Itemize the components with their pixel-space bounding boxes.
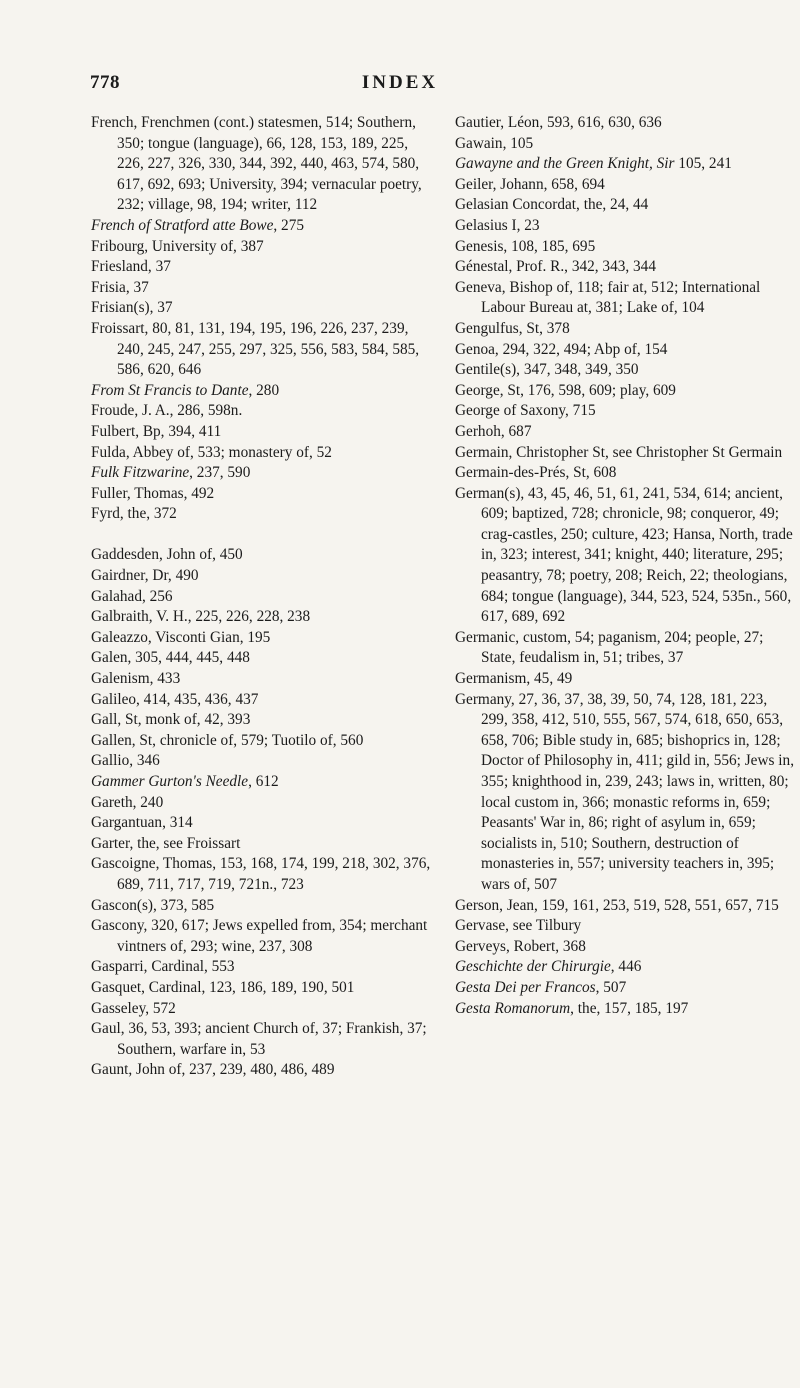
index-entry xyxy=(91,751,431,772)
index-entry xyxy=(91,381,431,402)
entry-text: Geiler, Johann, 658, 694 xyxy=(455,175,605,193)
entry-text: Gaunt, John of, 237, 239, 480, 486, 489 xyxy=(91,1061,335,1079)
index-entry xyxy=(455,916,795,937)
entry-text: Gerhoh, 687 xyxy=(455,422,532,440)
index-entry xyxy=(455,422,795,443)
entry-text: Fyrd, the, 372 xyxy=(91,505,177,523)
entry-text: , 507 xyxy=(595,978,627,996)
index-entry xyxy=(91,607,431,628)
entry-title: Gawayne and the Green Knight, Sir xyxy=(455,155,675,173)
entry-text: Gerveys, Robert, 368 xyxy=(455,937,586,955)
entry-text: Gascoigne, Thomas, 153, 168, 174, 199, 218, 302, 376, 689, 711, 717, 719, 721n., 723 xyxy=(91,855,431,893)
entry-text: Frisia, 37 xyxy=(91,278,149,296)
entry-title: Geschichte der Chirurgie xyxy=(455,958,611,976)
index-entry xyxy=(455,195,795,216)
index-entry xyxy=(455,937,795,958)
entry-text: Frisian(s), 37 xyxy=(91,299,173,317)
index-entry xyxy=(455,113,795,134)
entry-text: Gallio, 346 xyxy=(91,752,160,770)
index-entry xyxy=(455,360,795,381)
index-entry xyxy=(455,278,795,319)
index-entry xyxy=(455,216,795,237)
index-entry xyxy=(91,504,431,525)
entry-text: Genesis, 108, 185, 695 xyxy=(455,237,596,255)
index-entry xyxy=(455,175,795,196)
entry-text: Gareth, 240 xyxy=(91,793,164,811)
index-entry xyxy=(91,669,431,690)
index-entry xyxy=(91,978,431,999)
index-entry xyxy=(91,690,431,711)
index-entry xyxy=(91,854,431,895)
entry-text: Gerson, Jean, 159, 161, 253, 519, 528, 551, 657, 715 xyxy=(455,896,779,914)
entry-text: Germanism, 45, 49 xyxy=(455,670,573,688)
index-entry xyxy=(91,813,431,834)
entry-text: Galileo, 414, 435, 436, 437 xyxy=(91,690,259,708)
running-title: INDEX xyxy=(361,72,439,93)
index-entry xyxy=(91,648,431,669)
entry-text: Germanic, custom, 54; paganism, 204; people, 27; State, feudalism in, 51; tribes, 37 xyxy=(455,628,764,667)
entry-text: Gasparri, Cardinal, 553 xyxy=(91,958,235,976)
index-entry xyxy=(455,401,795,422)
entry-title: Gesta Dei per Francos xyxy=(455,978,596,996)
page-number: 778 xyxy=(90,72,120,93)
index-entry xyxy=(91,566,431,587)
index-entry xyxy=(91,772,431,793)
index-entry xyxy=(91,443,431,464)
entry-text: Gautier, Léon, 593, 616, 630, 636 xyxy=(455,114,662,131)
index-entry xyxy=(455,381,795,402)
page-header xyxy=(90,72,710,102)
entry-text: Froissart, 80, 81, 131, 194, 195, 196, 226, 237, 239, 240, 245, 247, 255, 297, 325, 556, 583, 584, 585, 586, 620, 646 xyxy=(91,319,420,379)
index-entry xyxy=(91,896,431,917)
entry-text: Gengulfus, St, 378 xyxy=(455,319,570,337)
entry-text: Froude, J. A., 286, 598n. xyxy=(91,402,243,420)
index-entry xyxy=(455,134,795,155)
index-entry xyxy=(91,422,431,443)
entry-title: Gammer Gurton's Needle xyxy=(91,773,249,790)
entry-text: Fulda, Abbey of, 533; monastery of, 52 xyxy=(91,443,332,461)
entry-text: Gentile(s), 347, 348, 349, 350 xyxy=(455,361,639,379)
entry-text: Garter, the, see Froissart xyxy=(91,834,241,852)
index-entry xyxy=(455,999,795,1020)
index-entry xyxy=(91,545,431,566)
index-entry xyxy=(91,793,431,814)
index-entry xyxy=(91,298,431,319)
index-entry xyxy=(455,463,795,484)
entry-text: , 280 xyxy=(248,381,280,399)
entry-text: Génestal, Prof. R., 342, 343, 344 xyxy=(455,258,656,276)
index-entry xyxy=(91,1019,431,1060)
index-entry xyxy=(455,340,795,361)
entry-text: , 446 xyxy=(610,958,642,976)
entry-text: , 275 xyxy=(273,216,304,234)
entry-text: Germany, 27, 36, 37, 38, 39, 50, 74, 128, 181, 223, 299, 358, 412, 510, 555, 567, 574, 618, 650, 653, 658, 706; Bible study in, 685; bishoprics in, 128; Doctor of Philosophy in, 411; gild in, 556; Jews in, 355; knighthood in, 239, 243; laws in, written, 80; local custom in, 366; monastic reforms in, 659; Peasants' War in, 86; right of asylum in, 659; socialists in, 510; Southern, destruction of monasteries in, 557; university teachers in, 395; wars of, 507 xyxy=(455,690,795,893)
index-entry xyxy=(91,628,431,649)
index-entry xyxy=(91,278,431,299)
index-column-right xyxy=(455,113,795,1019)
index-entry xyxy=(455,896,795,917)
index-entry xyxy=(455,957,795,978)
entry-text: Gasquet, Cardinal, 123, 186, 189, 190, 501 xyxy=(91,978,355,996)
entry-text: , 612 xyxy=(248,773,279,790)
index-entry xyxy=(91,113,431,216)
entry-text: Fulbert, Bp, 394, 411 xyxy=(91,422,222,440)
index-entry xyxy=(455,669,795,690)
entry-text: Gargantuan, 314 xyxy=(91,814,193,832)
index-entry xyxy=(91,999,431,1020)
entry-text: Galen, 305, 444, 445, 448 xyxy=(91,649,250,667)
entry-text: Geneva, Bishop of, 118; fair at, 512; International Labour Bureau at, 381; Lake of, 104 xyxy=(455,278,761,317)
entry-text: Genoa, 294, 322, 494; Abp of, 154 xyxy=(455,340,668,358)
entry-text: Fuller, Thomas, 492 xyxy=(91,484,215,502)
entry-text: Gasseley, 572 xyxy=(91,999,176,1017)
entry-text: George of Saxony, 715 xyxy=(455,402,596,420)
entry-title: Fulk Fitzwarine xyxy=(91,464,190,482)
entry-text: French, Frenchmen (cont.) statesmen, 514; Southern, 350; tongue (language), 66, 128, 153, 189, 225, 226, 227, 326, 330, 344, 392, 440, 463, 574, 580, 617, 692, 693; University, 394; vernacular poetry, 232; village, 98, 194; writer, 112 xyxy=(91,114,422,214)
entry-text: Gelasius I, 23 xyxy=(455,216,540,234)
index-entry xyxy=(91,834,431,855)
entry-text: Galahad, 256 xyxy=(91,587,173,605)
entry-title: From St Francis to Dante xyxy=(91,381,249,399)
entry-text: Gawain, 105 xyxy=(455,134,534,152)
index-entry xyxy=(91,257,431,278)
entry-text: German(s), 43, 45, 46, 51, 61, 241, 534, 614; ancient, 609; baptized, 728; chronicle, 98; conqueror, 49; crag-castles, 250; culture, 423; Hansa, North, trade in, 323; interest, 341; knight, 440; literature, 295; peasantry, 78; poetry, 208; Reich, 22; theologians, 684; tongue (language), 344, 523, 524, 535n., 560, 617, 689, 692 xyxy=(455,484,793,626)
entry-text: Germain-des-Prés, St, 608 xyxy=(455,464,617,482)
index-column-left xyxy=(91,113,431,1081)
entry-text: Gaddesden, John of, 450 xyxy=(91,546,243,564)
entry-text: , the, 157, 185, 197 xyxy=(570,999,689,1017)
index-entry xyxy=(455,690,795,896)
entry-title: Gesta Romanorum xyxy=(455,999,571,1017)
index-entry xyxy=(91,731,431,752)
entry-text: Gascon(s), 373, 585 xyxy=(91,896,215,914)
entry-text: Gervase, see Tilbury xyxy=(455,917,582,935)
entry-text: Galeazzo, Visconti Gian, 195 xyxy=(91,628,271,646)
index-entry xyxy=(455,628,795,669)
entry-text: Germain, Christopher St, see Christopher St Germain xyxy=(455,443,783,461)
index-entry xyxy=(91,319,431,381)
entry-text: Galbraith, V. H., 225, 226, 228, 238 xyxy=(91,608,311,626)
entry-text: Gelasian Concordat, the, 24, 44 xyxy=(455,196,649,214)
index-entry xyxy=(91,1060,431,1081)
index-entry xyxy=(91,916,431,957)
entry-text: Fribourg, University of, 387 xyxy=(91,237,264,255)
index-entry xyxy=(91,216,431,237)
entry-text: , 237, 590 xyxy=(189,464,251,482)
index-entry xyxy=(455,484,795,628)
entry-text: Gairdner, Dr, 490 xyxy=(91,567,199,585)
entry-text: George, St, 176, 598, 609; play, 609 xyxy=(455,381,676,399)
entry-text: Gallen, St, chronicle of, 579; Tuotilo of, 560 xyxy=(91,731,364,749)
index-entry xyxy=(91,587,431,608)
entry-title: French of Stratford atte Bowe xyxy=(91,216,274,234)
index-entry xyxy=(455,978,795,999)
entry-text: Gall, St, monk of, 42, 393 xyxy=(91,711,251,729)
index-entry xyxy=(455,237,795,258)
index-entry xyxy=(91,710,431,731)
index-entry xyxy=(91,463,431,484)
index-entry xyxy=(91,237,431,258)
index-entry xyxy=(455,154,795,175)
index-entry xyxy=(455,319,795,340)
index-entry xyxy=(455,257,795,278)
entry-text: Gaul, 36, 53, 393; ancient Church of, 37; Frankish, 37; Southern, warfare in, 53 xyxy=(91,1020,427,1058)
index-entry xyxy=(91,957,431,978)
entry-text: Gascony, 320, 617; Jews expelled from, 354; merchant vintners of, 293; wine, 237, 308 xyxy=(91,917,428,955)
entry-text: 105, 241 xyxy=(674,155,732,173)
index-entry xyxy=(91,401,431,422)
index-entry xyxy=(455,443,795,464)
index-entry xyxy=(91,484,431,505)
entry-text: Friesland, 37 xyxy=(91,258,171,276)
entry-text: Galenism, 433 xyxy=(91,670,181,688)
